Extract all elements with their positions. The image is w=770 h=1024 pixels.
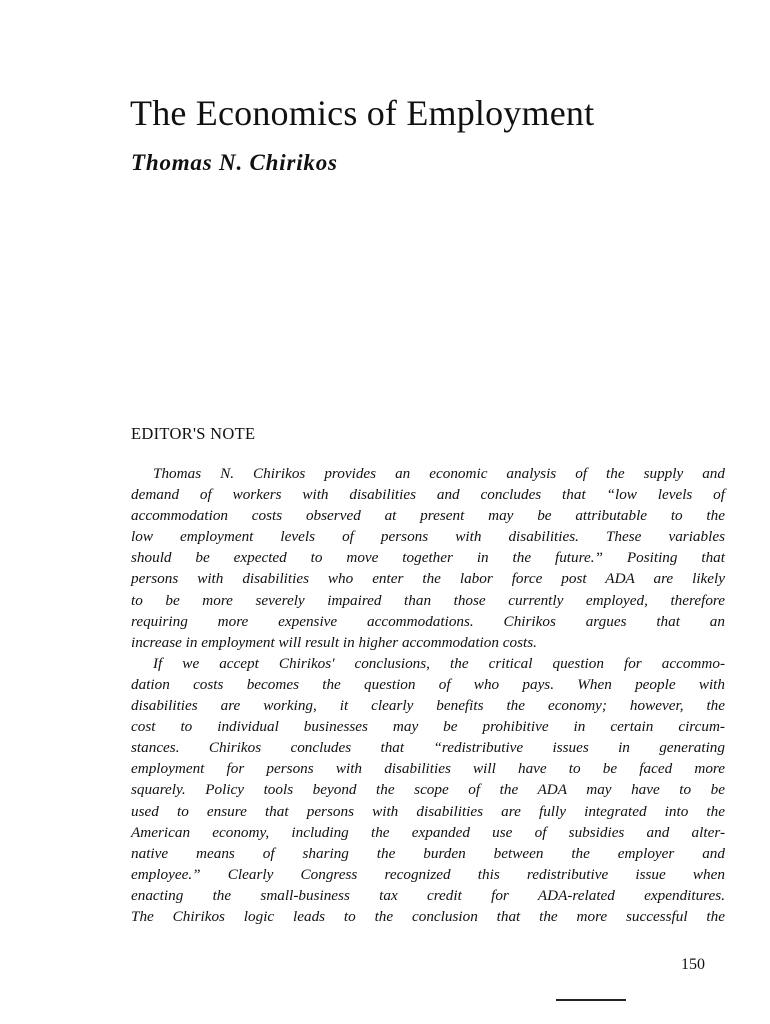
text-line: to be more severely impaired than those currently employed, therefore [131, 591, 725, 609]
text-line: dation costs becomes the question of who pays. When people with [131, 675, 725, 693]
text-line: American economy, including the expanded use of subsidies and alter- [131, 823, 725, 841]
text-line: requiring more expensive accommodations. Chirikos argues that an [131, 612, 725, 630]
text-line: The Chirikos logic leads to the conclusion that the more successful the [131, 907, 725, 925]
text-line: If we accept Chirikos' conclusions, the critical question for accommo- [153, 654, 725, 672]
editors-note-body [131, 463, 725, 927]
text-line: accommodation costs observed at present may be attributable to the [131, 507, 725, 525]
page-number: 150 [681, 956, 705, 973]
article-title: The Economics of Employment [130, 93, 595, 133]
text-line: cost to individual businesses may be prohibitive in certain circum- [131, 718, 725, 736]
text-line: disabilities are working, it clearly benefits the economy; however, the [131, 697, 725, 715]
editors-note-paragraph-2 [131, 653, 725, 927]
text-line: demand of workers with disabilities and concludes that “low levels of [131, 486, 725, 504]
editors-note-paragraph-1 [131, 463, 725, 653]
scan-artifact-line [556, 999, 626, 1001]
editors-note-heading: EDITOR'S NOTE [131, 424, 256, 443]
text-line: persons with disabilities who enter the labor force post ADA are likely [131, 570, 725, 588]
text-line: squarely. Policy tools beyond the scope of the ADA may have to be [131, 781, 725, 799]
article-author: Thomas N. Chirikos [131, 150, 338, 175]
text-line: should be expected to move together in the future.” Positing that [131, 549, 725, 567]
text-line: stances. Chirikos concludes that “redistributive issues in generating [131, 739, 725, 757]
text-line: used to ensure that persons with disabilities are fully integrated into the [131, 802, 725, 820]
text-line: native means of sharing the burden between the employer and [131, 844, 725, 862]
text-line: Thomas N. Chirikos provides an economic analysis of the supply and [153, 465, 725, 482]
text-line: low employment levels of persons with disabilities. These variables [131, 528, 725, 546]
text-line: increase in employment will result in higher accommodation costs. [131, 633, 537, 651]
text-line: enacting the small-business tax credit for ADA-related expenditures. [131, 886, 725, 904]
text-line: employment for persons with disabilities will have to be faced more [131, 760, 725, 778]
text-line: employee.” Clearly Congress recognized this redistributive issue when [131, 865, 725, 883]
